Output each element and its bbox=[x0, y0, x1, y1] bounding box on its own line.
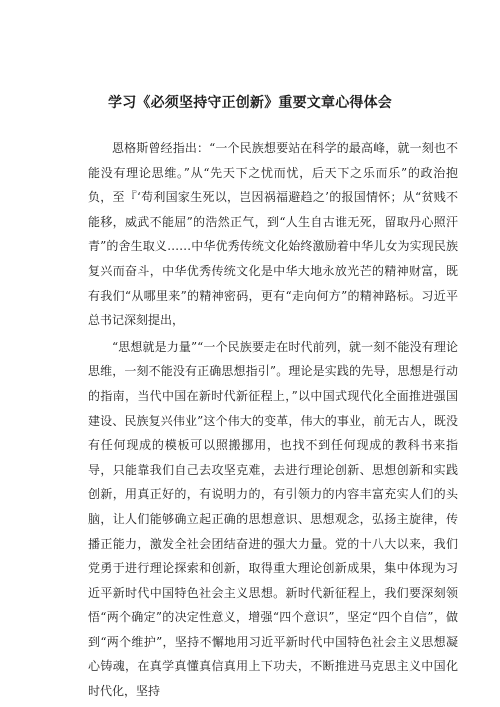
page-title: 学习《必须坚持守正创新》重要文章心得体会 bbox=[108, 95, 392, 111]
paragraph-2: “思想就是力量”“一个民族要走在时代前列，就一刻不能没有理论思维，一刻不能没有正确思想指引”。理论是实践的先导，思想是行动的指南，当代中国在新时代新征程上，”以中国式现代化全面推进强国建设、民族复兴伟业”这个伟大的变革，伟大的事业，前无古人，既没有任何现成的模板可以照搬挪用，也找不到任何现成的教科书来指导，只能靠我们自己去攻坚克难，去进行理论创新、思想创新和实践创新，用真正好的，有说明力的，有引领力的内容丰富充实人们的头脑，让人们能够确立起正确的思想意识、思想观念，弘扬主旋律，传播正能力，激发全社会团结奋进的强大力量。党的十八大以来，我们党勇于进行理论探索和创新，取得重大理论创新成果，集中体现为习近平新时代中国特色社会主义思想。新时代新征程上，我们要深刻领悟“两个确定”的决定性意义，增强“四个意识”，坚定“四个自信”，做到“两个维护”，坚持不懈地用习近平新时代中国特色社会主义思想凝心铸魂，在真学真懂真信真用上下功夫，不断推进马克思主义中国化时代化，坚持 bbox=[88, 339, 458, 699]
document-body bbox=[88, 136, 458, 704]
paragraph-1: 恩格斯曾经指出：“一个民族想要站在科学的最高峰，就一刻也不能没有理论思维。”从“先天下之忧而忧，后天下之乐而乐”的政治抱负，至『‘苟利国家生死以，岂因祸福避趋之’的报国情怀；从“贫贱不能移，威武不能屈”的浩然正气，到“人生自古谁无死，留取丹心照汗青”的舍生取义……中华优秀传统文化始终激励着中华儿女为实现民族复兴而奋斗，中华优秀传统文化是中华大地永放光芒的精神财富，既有我们“从哪里来”的精神密码，更有“走向何方”的精神路标。习近平总书记深刻提出， bbox=[88, 141, 458, 328]
